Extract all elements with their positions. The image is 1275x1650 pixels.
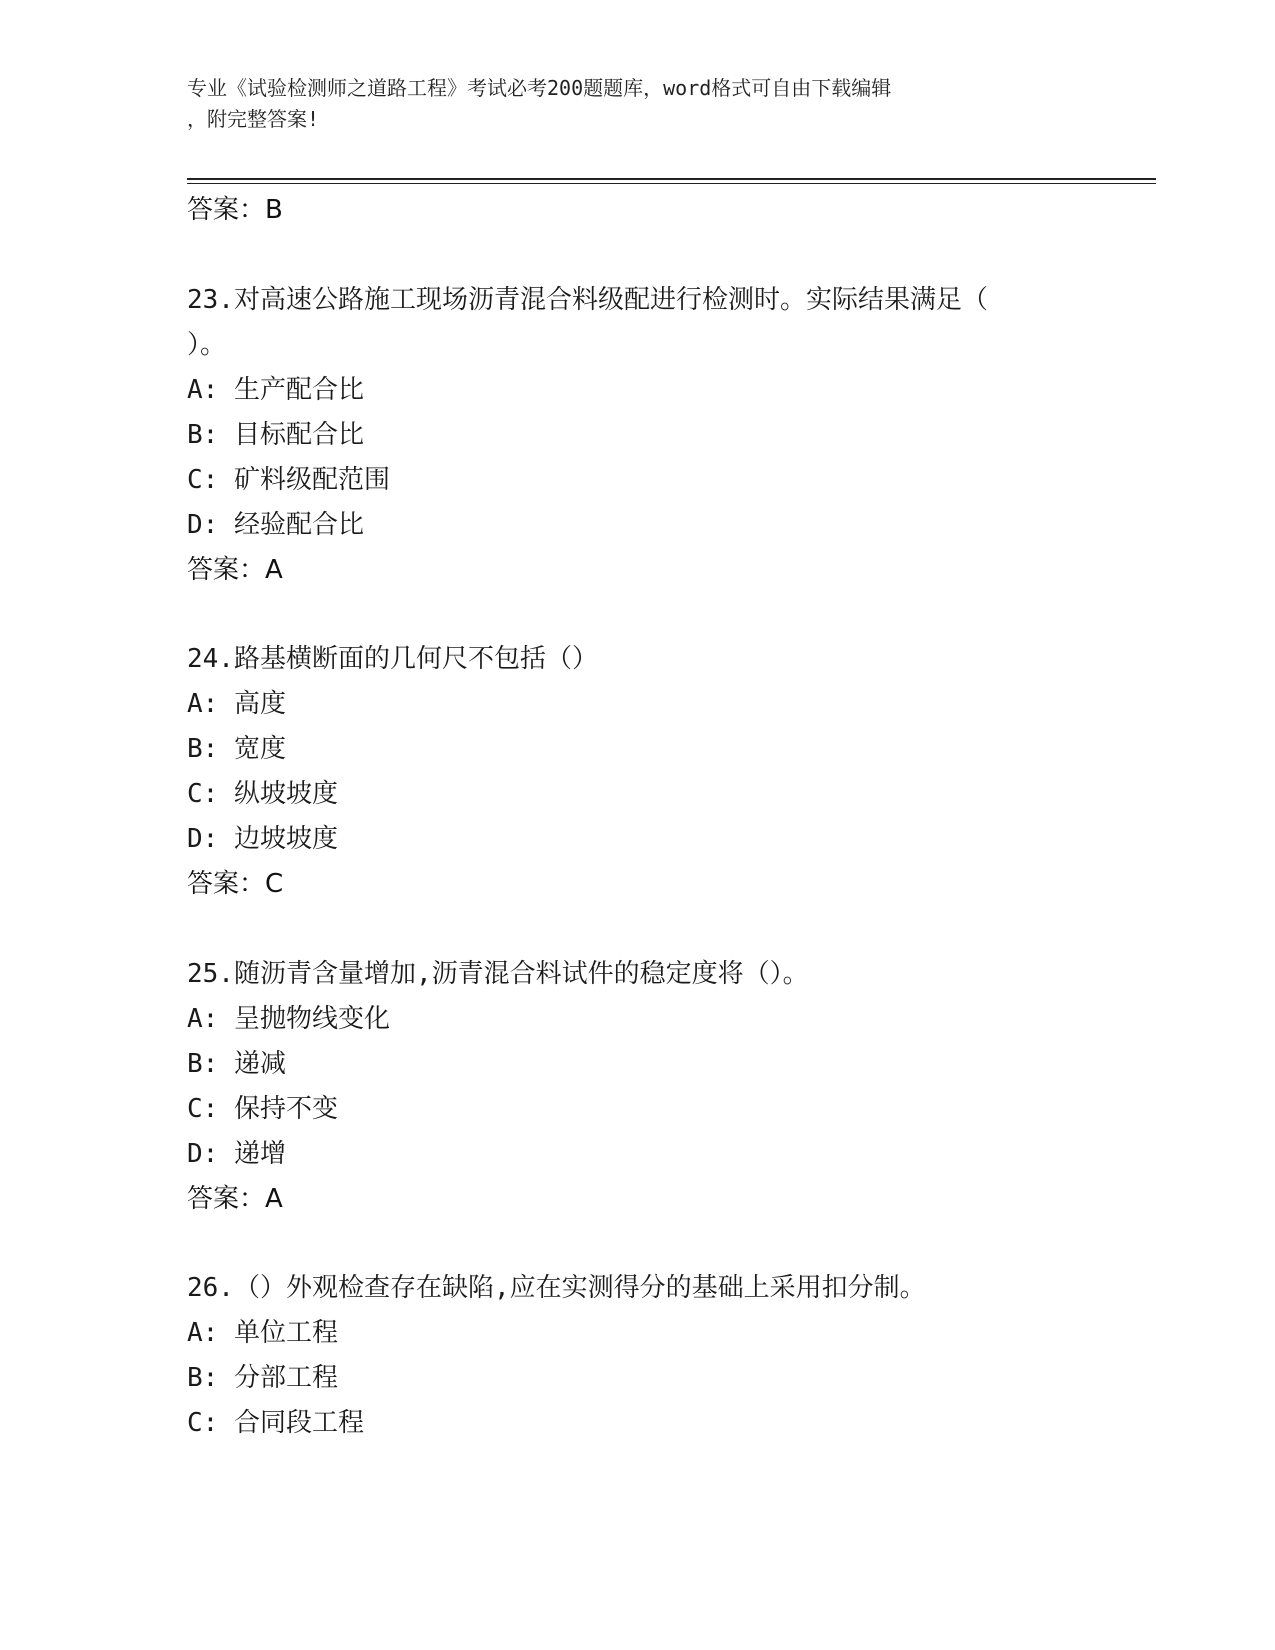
question-stem: 26.（）外观检查存在缺陷,应在实测得分的基础上采用扣分制。 (187, 1273, 926, 1303)
header-divider (187, 178, 1156, 180)
header-divider-second (187, 183, 1156, 184)
option-b: B: 递减 (187, 1049, 286, 1079)
option-d: D: 递增 (187, 1139, 286, 1169)
option-d: D: 经验配合比 (187, 510, 364, 540)
option-a: A: 高度 (187, 689, 286, 719)
option-b: B: 目标配合比 (187, 420, 364, 450)
option-a: A: 呈抛物线变化 (187, 1004, 390, 1034)
option-b: B: 分部工程 (187, 1363, 338, 1393)
question-stem: 24.路基横断面的几何尺不包括（） (187, 644, 598, 674)
question-stem-continuation: ）。 (187, 330, 227, 360)
option-c: C: 保持不变 (187, 1094, 338, 1124)
option-a: A: 生产配合比 (187, 375, 364, 405)
question-stem: 23.对高速公路施工现场沥青混合料级配进行检测时。实际结果满足（ (187, 285, 988, 315)
answer-label: 答案：B (187, 195, 283, 225)
question-stem: 25.随沥青含量增加,沥青混合料试件的稳定度将（）。 (187, 959, 809, 989)
option-c: C: 矿料级配范围 (187, 465, 390, 495)
option-d: D: 边坡坡度 (187, 824, 338, 854)
answer-label: 答案：A (187, 555, 283, 585)
document-header-line-1: 专业《试验检测师之道路工程》考试必考200题题库，word格式可自由下载编辑 (187, 76, 892, 100)
option-b: B: 宽度 (187, 734, 286, 764)
document-header-line-2: ，附完整答案! (187, 107, 320, 131)
option-c: C: 纵坡坡度 (187, 779, 338, 809)
option-a: A: 单位工程 (187, 1318, 338, 1348)
answer-label: 答案：C (187, 869, 284, 899)
answer-label: 答案：A (187, 1184, 283, 1214)
option-c: C: 合同段工程 (187, 1408, 364, 1438)
